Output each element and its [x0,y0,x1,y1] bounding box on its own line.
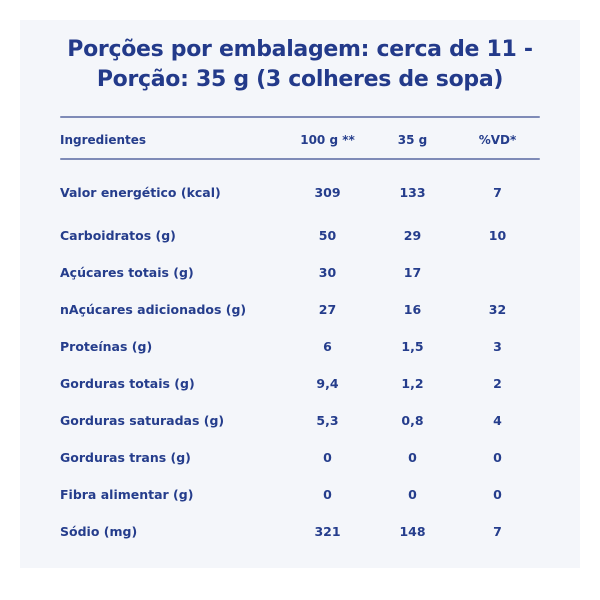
daily-value-percent: 2 [493,376,502,391]
nutrient-name: nAçúcares adicionados (g) [60,302,247,317]
nutrition-facts-panel [20,20,580,568]
daily-value-percent: 7 [493,185,502,200]
daily-value-percent: 3 [493,339,502,354]
value-per-serving: 148 [399,524,426,539]
daily-value-percent [455,254,540,291]
daily-value-percent: 4 [493,413,502,428]
table-row [60,439,540,476]
nutrient-name: Fibra alimentar (g) [60,487,194,502]
value-per-100g: 27 [318,302,337,317]
nutrition-title [20,35,580,95]
nutrient-name: Proteínas (g) [60,339,153,354]
daily-value-percent: 7 [493,524,502,539]
table-row [60,476,540,513]
daily-value-percent: 0 [493,487,502,502]
nutrient-name: Açúcares totais (g) [60,265,194,280]
nutrient-name: Sódio (mg) [60,524,138,539]
value-per-serving: 16 [403,302,422,317]
header-daily-value: %VD* [478,133,517,147]
value-per-100g: 309 [314,185,341,200]
value-per-100g: 0 [323,487,332,502]
table-row [60,513,540,550]
value-per-serving: 0 [408,450,417,465]
serving-size: Porção: 35 g (3 colheres de sopa) [96,67,504,92]
nutrition-table [60,124,540,550]
value-per-100g: 0 [323,450,332,465]
table-row [60,365,540,402]
nutrient-name: Gorduras trans (g) [60,450,191,465]
daily-value-percent: 32 [488,302,507,317]
value-per-serving: 29 [403,228,422,243]
value-per-serving: 0 [408,487,417,502]
header-per-serving: 35 g [397,133,428,147]
value-per-serving: 133 [399,185,426,200]
table-row [60,328,540,365]
top-divider [60,116,540,118]
value-per-100g: 321 [314,524,341,539]
table-row [60,156,540,217]
value-per-serving: 1,2 [401,376,424,391]
header-per-100g: 100 g ** [300,133,355,147]
table-row [60,291,540,328]
value-per-100g: 5,3 [316,413,339,428]
value-per-100g: 9,4 [316,376,339,391]
value-per-serving: 0,8 [401,413,424,428]
value-per-serving: 1,5 [401,339,424,354]
nutrient-name: Valor energético (kcal) [60,185,221,200]
table-row [60,254,540,291]
table-row [60,217,540,254]
header-ingredients: Ingredientes [60,133,147,147]
table-header-row [60,124,540,156]
daily-value-percent: 0 [493,450,502,465]
nutrient-name: Carboidratos (g) [60,228,176,243]
daily-value-percent: 10 [488,228,507,243]
nutrient-name: Gorduras totais (g) [60,376,195,391]
table-row [60,402,540,439]
value-per-100g: 50 [318,228,337,243]
value-per-serving: 17 [403,265,422,280]
value-per-100g: 6 [323,339,332,354]
servings-per-package: Porções por embalagem: cerca de 11 - [67,37,533,62]
nutrient-name: Gorduras saturadas (g) [60,413,225,428]
value-per-100g: 30 [318,265,337,280]
